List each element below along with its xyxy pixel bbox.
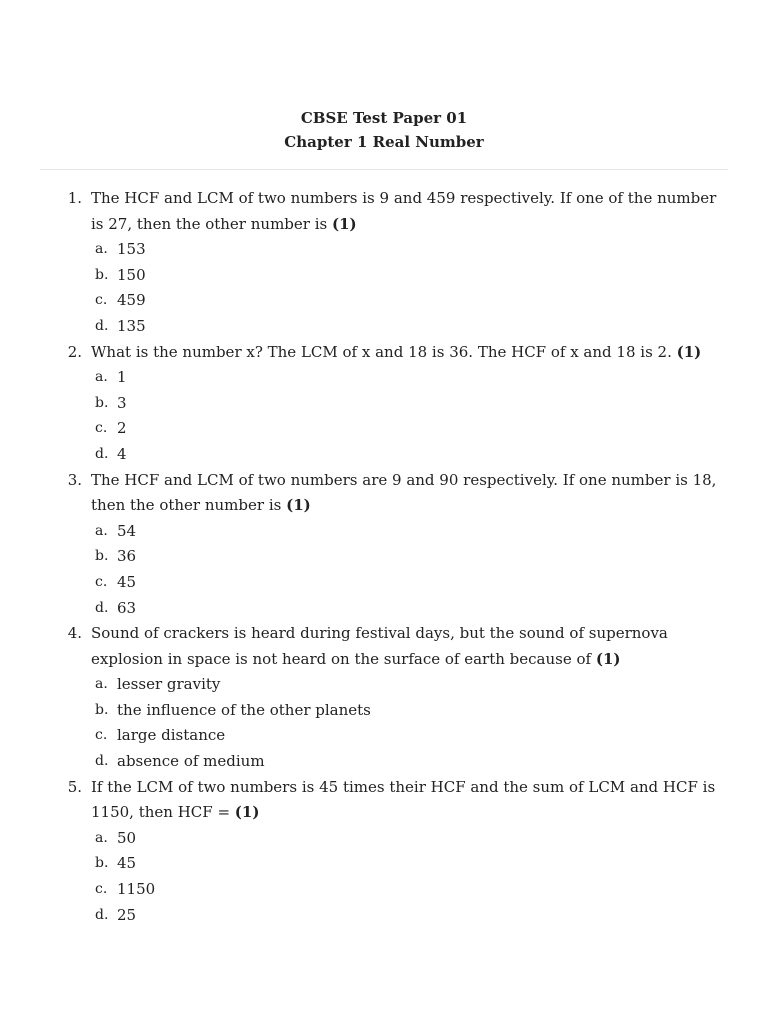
- option-text: the influence of the other planets: [117, 700, 371, 719]
- option-text: 36: [117, 547, 137, 566]
- question-text: [91, 621, 731, 672]
- option-item: [0, 903, 768, 929]
- question-item: [0, 340, 768, 468]
- question-stem: Sound of crackers is heard during festival days, but the sound of supernova explosion in space is not heard on the surface of earth because of: [91, 624, 668, 668]
- option-label: c.: [95, 420, 108, 437]
- option-label: d.: [95, 599, 109, 616]
- question-text: [91, 468, 731, 519]
- question-stem: The HCF and LCM of two numbers are 9 and 90 respectively. If one number is 18, then the other number is: [91, 470, 717, 515]
- option-item: [0, 570, 768, 596]
- option-text: 1: [117, 368, 127, 387]
- option-label: a.: [95, 369, 108, 386]
- option-text: 2: [117, 419, 127, 438]
- question-number: 2.: [67, 342, 82, 361]
- option-label: a.: [95, 829, 108, 846]
- option-text: 135: [117, 316, 146, 335]
- option-item: [0, 698, 768, 724]
- header-divider: [40, 169, 728, 170]
- question-item: [0, 775, 768, 929]
- option-text: absence of medium: [117, 752, 265, 771]
- option-label: a.: [95, 241, 108, 258]
- option-item: [0, 288, 768, 314]
- option-item: [0, 826, 768, 852]
- question-number: 1.: [67, 189, 82, 207]
- option-text: 45: [117, 572, 137, 591]
- option-item: [0, 237, 768, 263]
- option-item: [0, 263, 768, 289]
- question-stem: If the LCM of two numbers is 45 times their HCF and the sum of LCM and HCF is 1150, then HCF =: [91, 777, 716, 822]
- option-label: d.: [95, 445, 109, 462]
- question-text: [91, 340, 731, 366]
- question-stem: What is the number x? The LCM of x and 18 is 36. The HCF of x and 18 is 2.: [91, 342, 672, 361]
- question-item: [0, 468, 768, 622]
- option-item: [0, 723, 768, 749]
- option-label: c.: [95, 881, 108, 898]
- option-label: d.: [95, 753, 109, 770]
- option-item: [0, 391, 768, 417]
- option-label: b.: [95, 394, 109, 411]
- option-text: 63: [117, 598, 137, 617]
- option-item: [0, 442, 768, 468]
- option-text: 50: [117, 828, 137, 847]
- question-marks: (1): [234, 803, 260, 822]
- option-item: [0, 365, 768, 391]
- question-marks: (1): [332, 214, 357, 233]
- option-label: c.: [95, 573, 108, 590]
- question-number: 5.: [67, 777, 82, 796]
- option-label: b.: [95, 701, 109, 718]
- question-number: 4.: [67, 624, 82, 643]
- option-text: 25: [117, 905, 137, 924]
- page-header: [0, 106, 768, 154]
- option-label: d.: [95, 317, 109, 334]
- question-item: [0, 621, 768, 775]
- question-stem: The HCF and LCM of two numbers is 9 and 459 respectively. If one of the number is 27, then the other number is: [91, 189, 717, 233]
- option-item: [0, 519, 768, 545]
- option-label: b.: [95, 266, 109, 283]
- option-text: 4: [117, 444, 127, 463]
- option-label: d.: [95, 906, 109, 923]
- option-item: [0, 596, 768, 622]
- option-item: [0, 749, 768, 775]
- option-text: 54: [117, 521, 137, 540]
- option-text: 153: [117, 240, 146, 259]
- option-label: a.: [95, 522, 108, 539]
- page-title: CBSE Test Paper 01: [300, 109, 468, 127]
- option-item: [0, 544, 768, 570]
- option-text: 459: [117, 291, 146, 310]
- question-text: [91, 775, 731, 826]
- option-item: [0, 851, 768, 877]
- option-label: b.: [95, 855, 109, 872]
- option-label: a.: [95, 676, 108, 693]
- option-item: [0, 416, 768, 442]
- option-text: 150: [117, 265, 146, 284]
- option-item: [0, 877, 768, 903]
- option-item: [0, 672, 768, 698]
- option-text: lesser gravity: [117, 675, 221, 694]
- option-text: large distance: [117, 726, 226, 745]
- question-list: [0, 186, 768, 928]
- question-marks: (1): [595, 649, 621, 668]
- question-number: 3.: [67, 470, 82, 489]
- question-text: [91, 186, 731, 237]
- option-text: 3: [117, 393, 127, 412]
- option-item: [0, 314, 768, 340]
- option-label: c.: [95, 292, 108, 309]
- question-marks: (1): [676, 342, 702, 361]
- option-text: 45: [117, 854, 137, 873]
- page-subtitle: Chapter 1 Real Number: [284, 133, 484, 151]
- option-text: 1150: [117, 880, 156, 899]
- option-label: c.: [95, 727, 108, 744]
- option-label: b.: [95, 548, 109, 565]
- question-marks: (1): [286, 496, 311, 515]
- question-item: [0, 186, 768, 340]
